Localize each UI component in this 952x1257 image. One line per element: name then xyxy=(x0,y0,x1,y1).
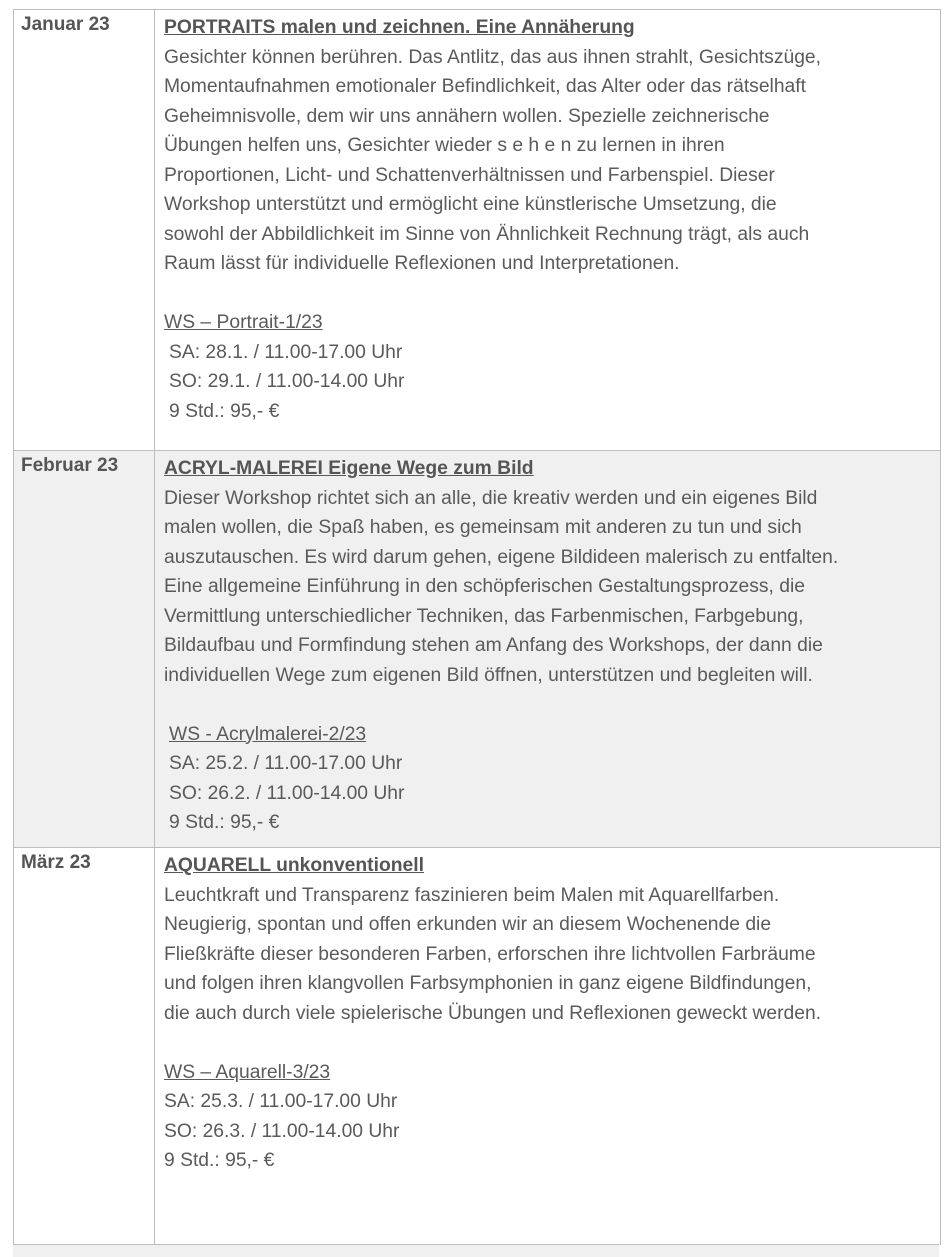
workshop-code: WS - Acrylmalerei-2/23 xyxy=(169,723,367,745)
description-line: die auch durch viele spielerische Übungen und Reflexionen geweckt werden. xyxy=(164,1002,822,1024)
date-cell xyxy=(14,848,155,1245)
description-line: und folgen ihren klangvollen Farbsymphonien in ganz eigene Bildfindungen, xyxy=(164,973,812,994)
schedule-line: SO: 26.2. / 11.00-14.00 Uhr xyxy=(169,782,405,804)
workshop-content xyxy=(164,851,936,1176)
workshop-table xyxy=(13,9,941,1245)
description-line: Gesichter können berühren. Das Antlitz, das aus ihnen strahlt, Gesichtszüge, xyxy=(164,46,821,68)
schedule-line: SA: 25.3. / 11.00-17.00 Uhr xyxy=(164,1091,398,1112)
schedule-line: SO: 29.1. / 11.00-14.00 Uhr xyxy=(169,371,405,392)
date-cell xyxy=(14,451,155,847)
table-row-januar xyxy=(14,9,940,450)
description-line: individuellen Wege zum eigenen Bild öffnen, unterstützen und begleiten will. xyxy=(164,664,813,686)
description-line: Proportionen, Licht- und Schattenverhältnissen und Farbenspiel. Dieser xyxy=(164,164,775,186)
workshop-code: WS – Aquarell-3/23 xyxy=(164,1061,331,1083)
schedule-line: SA: 25.2. / 11.00-17.00 Uhr xyxy=(169,753,403,774)
date-label: März 23 xyxy=(21,852,91,873)
workshop-title: PORTRAITS malen und zeichnen. Eine Annäherung xyxy=(164,17,635,38)
table-row-maerz xyxy=(14,847,940,1245)
description-line: Vermittlung unterschiedlicher Techniken, das Farbenmischen, Farbgebung, xyxy=(164,605,804,627)
schedule-line: SO: 26.3. / 11.00-14.00 Uhr xyxy=(164,1120,400,1142)
description-line: Dieser Workshop richtet sich an alle, die kreativ werden und ein eigenes Bild xyxy=(164,487,818,509)
workshop-content xyxy=(164,13,936,426)
workshop-title: ACRYL-MALEREI Eigene Wege zum Bild xyxy=(164,458,534,479)
description-line: Eine allgemeine Einführung in den schöpferischen Gestaltungsprozess, die xyxy=(164,576,805,597)
description-line: Workshop unterstützt und ermöglicht eine künstlerische Umsetzung, die xyxy=(164,194,777,215)
table-row-februar xyxy=(14,450,940,847)
description-line: Leuchtkraft und Transparenz faszinieren beim Malen mit Aquarellfarben. xyxy=(164,884,780,906)
description-line: Übungen helfen uns, Gesichter wieder s e h e n zu lernen in ihren xyxy=(164,135,725,156)
description-line: Geheimnisvolle, dem wir uns annähern wollen. Spezielle zeichnerische xyxy=(164,105,770,127)
description-line: Neugierig, spontan und offen erkunden wir an diesem Wochenende die xyxy=(164,914,772,935)
description-line: auszutauschen. Es wird darum gehen, eigene Bildideen malerisch zu entfalten. xyxy=(164,546,839,568)
workshop-content xyxy=(164,454,936,838)
schedule-line: SA: 28.1. / 11.00-17.00 Uhr xyxy=(169,341,403,363)
schedule-line: 9 Std.: 95,- € xyxy=(169,400,280,422)
description-line: Raum lässt für individuelle Reflexionen und Interpretationen. xyxy=(164,253,680,274)
workshop-title: AQUARELL unkonventionell xyxy=(164,855,424,876)
date-cell xyxy=(14,10,155,450)
description-line: Fließkräfte dieser besonderen Farben, erforschen ihre lichtvollen Farbräume xyxy=(164,943,816,965)
schedule-line: 9 Std.: 95,- € xyxy=(169,812,280,833)
table-bottom-edge xyxy=(13,1244,939,1257)
date-label: Februar 23 xyxy=(21,455,119,476)
description-line: Momentaufnahmen emotionaler Befindlichkeit, das Alter oder das rätselhaft xyxy=(164,76,806,97)
description-line: malen wollen, die Spaß haben, es gemeinsam mit anderen zu tun und sich xyxy=(164,517,802,538)
schedule-line: 9 Std.: 95,- € xyxy=(164,1150,275,1171)
workshop-code: WS – Portrait-1/23 xyxy=(164,312,323,333)
description-line: sowohl der Abbildlichkeit im Sinne von Ähnlichkeit Rechnung trägt, als auch xyxy=(164,223,810,245)
description-line: Bildaufbau und Formfindung stehen am Anfang des Workshops, der dann die xyxy=(164,635,823,656)
date-label: Januar 23 xyxy=(21,14,110,35)
